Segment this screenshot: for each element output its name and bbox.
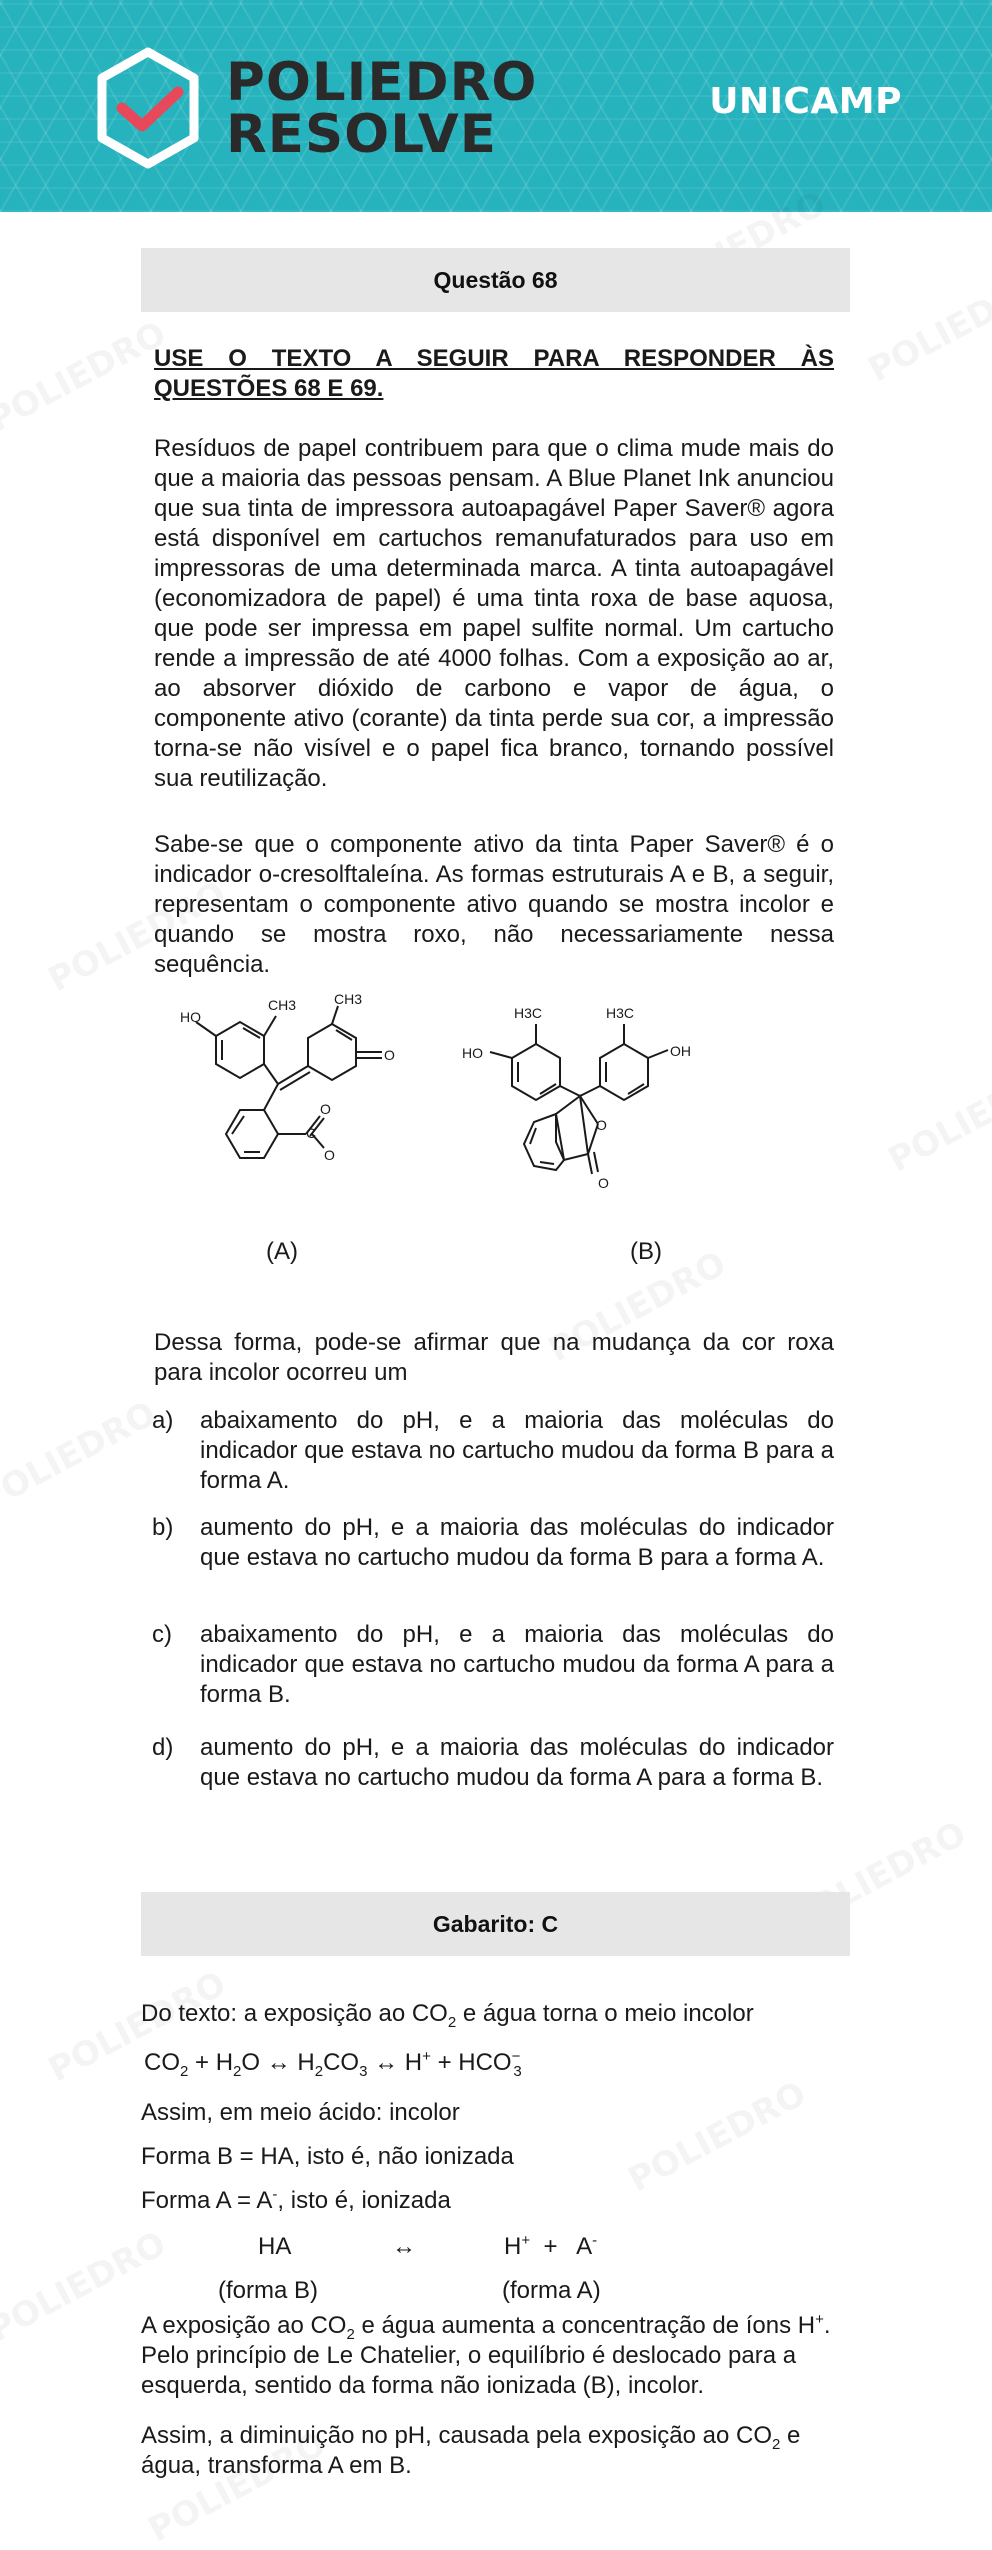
molecule-a-ch3-2: CH3 xyxy=(334,992,363,1007)
text-paragraph-2: Sabe-se que o componente ativo da tinta Paper Saver® é o indicador o-cresolftaleína. As formas estruturais A e B, a seguir, representam o componente ativo quando se mostra incolor e quando se mostra roxo, não necessariamente nessa sequência. xyxy=(154,831,834,978)
molecule-a-label: (A) xyxy=(266,1238,298,1265)
molecule-b-label: (B) xyxy=(630,1238,662,1265)
solution-line-3: Assim, em meio ácido: incolor xyxy=(141,2099,460,2126)
solution-paragraph-1: A exposição ao $CO_2$ e água aumenta a concentração de íons H+. Pelo princípio de Le Chatelier, o equilíbrio é deslocado para a esquerda, sentido da forma não ionizada (B), incolor. xyxy=(141,2311,831,2399)
molecule-a-ominus: O xyxy=(324,1147,335,1163)
molecule-a-o2: O xyxy=(320,1101,331,1117)
option-a[interactable] xyxy=(152,1406,834,1496)
solution-line-1: Do texto: a exposição ao $CO_2$ e água torna o meio incolor xyxy=(141,2000,754,2031)
option-text: abaixamento do pH, e a maioria das moléculas do indicador que estava no cartucho mudou da forma B para a forma A. xyxy=(200,1407,834,1494)
question-stem: Dessa forma, pode-se afirmar que na mudança da cor roxa para incolor ocorreu um xyxy=(154,1329,834,1386)
brand-name-line2: RESOLVE xyxy=(226,104,497,165)
molecule-a-ho: HO xyxy=(180,1009,201,1025)
answer-title-bar xyxy=(141,1892,850,1956)
solution-paragraph-2: Assim, a diminuição no pH, causada pela exposição ao $CO_2$ e água, transforma A em B. xyxy=(141,2422,801,2479)
molecule-b-benzo-ring xyxy=(556,1096,588,1160)
watermark xyxy=(863,266,992,387)
structural-formulas xyxy=(160,992,800,1282)
option-c[interactable] xyxy=(152,1620,834,1710)
molecule-b-ho: HO xyxy=(462,1045,483,1061)
molecule-b-right-ring xyxy=(600,1044,648,1100)
instruction-heading: USE O TEXTO A SEGUIR PARA RESPONDER ÀS QUESTÕES 68 E 69. xyxy=(154,345,834,402)
option-text: aumento do pH, e a maioria das moléculas do indicador que estava no cartucho mudou da forma B para a forma A. xyxy=(200,1514,834,1571)
equilibrium-ha: HA xyxy=(258,2233,292,2260)
exam-name: UNICAMP xyxy=(709,81,902,122)
option-text: aumento do pH, e a maioria das moléculas do indicador que estava no cartucho mudou da forma A para a forma B. xyxy=(200,1734,834,1791)
option-letter: d) xyxy=(152,1734,174,1761)
equilibrium-equation: $CO_2 + H_2O$ ↔ $H_2CO_3$ ↔ $H^+ + HCO^-_3$ xyxy=(144,2048,522,2080)
watermark xyxy=(0,1396,161,1517)
molecule-b-o2: O xyxy=(598,1175,609,1191)
watermark xyxy=(623,2076,811,2197)
equilibrium-products: H+ + A- xyxy=(504,2232,598,2260)
watermark xyxy=(0,316,171,437)
molecule-b-h3c-2: H3C xyxy=(606,1005,635,1021)
watermark xyxy=(883,1056,992,1177)
molecule-drawings xyxy=(160,992,800,1232)
molecule-a-c: C xyxy=(306,1125,317,1141)
text-paragraph-1: Resíduos de papel contribuem para que o clima mude mais do que a maioria das pessoas pensam. A Blue Planet Ink anunciou que sua tinta de impressora autoapagável Paper Saver® agora está disponível em cartuchos remanufaturados para uso em impressoras de uma determinada marca. A tinta autoapagável (economizadora de papel) é uma tinta roxa de base aquosa, que pode ser impressa em papel sulfite normal. Um cartucho rende a impressão de até 4000 folhas. Com a exposição ao ar, ao absorver dióxido de carbono e vapor de água, o componente ativo (corante) da tinta perde sua cor, a impressão torna-se não visível e o papel fica branco, tornando possível sua reutilização. xyxy=(154,435,834,792)
solution-line-4: Forma B = HA, isto é, não ionizada xyxy=(141,2143,514,2170)
molecule-b-oh: OH xyxy=(670,1043,691,1059)
label-forma-b: (forma B) xyxy=(218,2277,319,2304)
molecule-a-phenol-ring xyxy=(216,1022,264,1078)
logo-check-icon xyxy=(92,46,204,170)
option-letter: c) xyxy=(152,1621,172,1648)
solution-line-5: Forma A = A-, isto é, ionizada xyxy=(141,2186,451,2214)
molecule-b-h3c-1: H3C xyxy=(514,1005,543,1021)
option-letter: a) xyxy=(152,1407,174,1434)
brand-name-line1: POLIEDRO xyxy=(226,52,538,113)
molecule-a-o: O xyxy=(384,1047,395,1063)
option-d[interactable] xyxy=(152,1733,834,1793)
answer-title: Gabarito: C xyxy=(432,1910,559,1937)
molecule-b-left-ring xyxy=(512,1044,560,1100)
molecule-a-ch3-1: CH3 xyxy=(268,997,297,1013)
option-letter: b) xyxy=(152,1514,174,1541)
question-title-bar xyxy=(141,248,850,312)
molecule-a-quinoid-ring xyxy=(308,1024,356,1080)
option-text: abaixamento do pH, e a maioria das moléculas do indicador que estava no cartucho mudou da forma A para a forma B. xyxy=(200,1621,834,1708)
option-b[interactable] xyxy=(152,1513,834,1573)
molecule-a-benzoate-ring xyxy=(226,1110,278,1158)
molecule-b-o: O xyxy=(596,1117,607,1133)
equilibrium-arrow: ↔ xyxy=(392,2233,416,2260)
header-banner xyxy=(0,0,992,212)
label-forma-a: (forma A) xyxy=(502,2277,601,2304)
question-title: Questão 68 xyxy=(433,266,558,293)
